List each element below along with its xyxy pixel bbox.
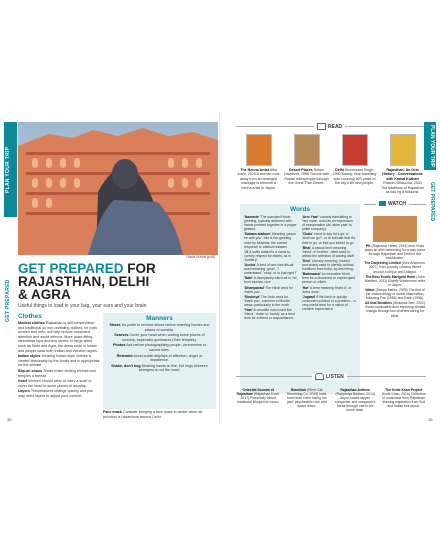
word-item: 'Bhai' A casual term meaning 'friend' or 'brother', often used to attract the attention of waiting staff. bbox=[302, 245, 355, 258]
hawa-mahal-photo bbox=[18, 122, 218, 255]
side-tab-label: PLAN YOUR TRIP bbox=[5, 146, 11, 193]
book-cover bbox=[342, 134, 368, 166]
clothes-item: Indian styles Wearing Indian-style clothes is viewed favourably by the locals and is appropriate for the climate. bbox=[18, 354, 100, 368]
word-item: 'Dhanyawad' The Hindi word for 'thank you'. bbox=[244, 285, 294, 294]
page-title bbox=[18, 262, 220, 301]
manners-item: Restraint Avoid public displays of affection, anger or impatience. bbox=[116, 353, 203, 363]
manners-title: Manners bbox=[146, 315, 173, 322]
book-list bbox=[236, 134, 424, 194]
watch-section bbox=[364, 201, 426, 319]
subheading: Useful things to load in your bag, your ears and your brain bbox=[18, 303, 147, 309]
clothes-item: Scarf Women should wear or carry a scarf to cover the head in some places of worship. bbox=[18, 379, 92, 388]
word-item: 'Badmaash' An evocative Hindi term for a dishonest or unprincipled person or villain. bbox=[302, 272, 356, 285]
title-accent: GET PREPARED bbox=[18, 261, 124, 276]
word-item: 'Shukriya' The Urdu word for 'thank you', common in Muslim areas, particularly in the north. bbox=[244, 294, 291, 307]
book-cover bbox=[294, 134, 320, 166]
film-still bbox=[373, 216, 417, 242]
film-item: Water (Deepa Mehta, 2005) The first of the classic trilogy of social observation, following Fire (1996) and Earth (1998). bbox=[365, 287, 425, 301]
page-number: 31 bbox=[428, 417, 433, 422]
manners-box bbox=[103, 313, 216, 409]
clothes-section bbox=[18, 313, 100, 400]
manners-item: Photos Ask before photographing people, ceremonies or sacred sites. bbox=[112, 343, 207, 352]
word-item: 'Yaar' A versatile word used like 'friend', 'mate' or 'buddy' as a fond term for a friend or acquaintance. bbox=[244, 307, 295, 321]
album-item: Celestial Sounds of Rajasthan (Rajasthan Dosti, 2017) Powerfully varied traditional Bhopa folk music. bbox=[236, 388, 280, 405]
clothes-item: Slip-on shoes These make visiting shrines and temples a breeze. bbox=[18, 368, 96, 378]
facemask-note: Face mask Consider bringing a face mask in winter when air pollution is hazardous around Delhi. bbox=[103, 410, 203, 419]
right-page bbox=[222, 112, 436, 424]
word-item: 'Chalo' Used to say 'let's go' or 'shall we go?', or to indicate that it's time to go, or that you intend to go. bbox=[302, 232, 356, 245]
watch-label: WATCH bbox=[388, 201, 406, 207]
book-item: The Henna Artist Alka Joshi; 2020 A woman runs away from an arranged marriage to become a henna artist in Jaipur. bbox=[236, 134, 281, 190]
manners-item: Shoes It's polite to remove shoes before entering homes and places of worship. bbox=[109, 323, 210, 332]
title-line-3: & AGRA bbox=[18, 287, 71, 302]
listen-header bbox=[236, 373, 426, 385]
clothes-item: Modest clothes Rajasthan is still conservative and traditional so non-revealing clothes, for both women and men, will help reduce unwanted attention and avoid offence. More close-fitting sleeveless tops and tiny shorts. In large cities such as Delhi and Agra, the dress code is looser and people wear both Indian and Western styles. bbox=[18, 321, 98, 353]
word-item: 'Desi' Literally meaning 'country' and widely used to identify cultural traditions from India, eg desi bling. bbox=[302, 258, 354, 272]
film-item: The Best Exotic Marigold Hotel (John Madden, 2011) Elderly Westerners retire in Jaipur. bbox=[364, 274, 426, 287]
listen-list bbox=[236, 388, 426, 414]
words-box bbox=[240, 204, 360, 394]
page-number: 30 bbox=[7, 417, 12, 422]
words-column-2 bbox=[302, 215, 356, 321]
clothes-item: Layers Temperatures change quickly and you may need layers to adjust your comfort. bbox=[18, 389, 93, 398]
film-item: All that Breathes (Shaunak Sen, 2022) Oscar-nominated docu exploring climate change through two brothers caring for birds. bbox=[364, 301, 426, 318]
word-item: 'Har' A term meaning 'that's it', or 'extra done'. bbox=[302, 285, 352, 294]
album-item: The Kutle Khan Project (Kutle Khan, 2016) Collection of musicians from Rajasthan drawing inspiration from Sufi and Indian folk music. bbox=[381, 388, 426, 409]
word-item: 'Namaste' The standard Hindu greeting, typically delivered with hands pressed together in a prayer gesture. bbox=[244, 215, 297, 232]
word-item: 'Nahi' A deceptively catch-all to 'no', from tourists; nice bbox=[244, 276, 299, 285]
watch-header bbox=[364, 201, 426, 213]
side-tab-label: PLAN YOUR TRIP bbox=[429, 124, 435, 168]
read-label: READ bbox=[328, 123, 343, 130]
album-item: Rajasthan Anthem (Rapperiya Baalam, 2014) Jaipur-based rapper, songwriter and composer's break through ode to his home state. bbox=[335, 388, 376, 413]
left-page bbox=[4, 112, 220, 424]
title-rest: FOR bbox=[127, 261, 156, 276]
manners-item: Scarves Cover your head when visiting some places of worship, especially gurdwaras (Sikh temples). bbox=[114, 333, 205, 342]
side-tab-section: GET PREPARED bbox=[429, 182, 435, 222]
manners-item: Shake, don't hug Shaking hands is fine, but hugs between strangers is not the norm. bbox=[111, 363, 208, 373]
words-title: Words bbox=[289, 206, 311, 213]
title-line-2: RAJASTHAN, DELHI bbox=[18, 274, 150, 289]
book-item: Delhi Khushwant Singh; 1990 Bawdy, time-travelling epic covering 600 years of the city's life and people. bbox=[332, 134, 377, 186]
side-tab-section: GET PREPARED bbox=[5, 279, 11, 322]
film-item: PK (Rajkumar Hirani, 2014) Amir Khan plays an alien searching for a way home through Rajasthan and Delhi in this blockbuster. bbox=[364, 244, 426, 261]
left-side-tab bbox=[4, 112, 17, 424]
word-item: 'Jugaad' A life hack or quickly concocted solution to a problem – a very useful term for a nation of creative improvisers! bbox=[302, 294, 356, 311]
word-item: 'Salaam alaikum' Meaning 'peace be with you', this is the greeting used by Muslims; the correct response is 'alaikum salaam'. bbox=[244, 232, 296, 249]
word-item: 'Arre Yaar' Loosely translating to 'hey mate', used as an expression of exasperation (as 'abbe yaar' is polite company). bbox=[302, 215, 354, 232]
listen-label: LISTEN bbox=[326, 373, 344, 380]
film-item: The Darjeeling Limited (Wes Anderson, 2007) Train-journey comedy filmed around Jodhpur and Udaipur. bbox=[364, 261, 426, 274]
book-item: Rajasthan: An Oral History - Conversations with Komal Kothari Rustom Bharucha; 2003 The traditions of Rajasthan as told by a folklorist. bbox=[380, 134, 425, 194]
book-icon bbox=[317, 123, 326, 130]
word-item: 'Ji' A suffix added to a name to convey respect for elders, as in 'Auntie-ji'. bbox=[244, 249, 291, 262]
book-item: Desert Places Robyn Davidson; 1996 Travels with Rabari tribespeople through the Great Thar Desert. bbox=[284, 134, 329, 186]
album-item: Bismillah (Peter Cat Recording Co, 2019) Indie band from Delhi fusing hot jazz, psychedelic rock and space disco. bbox=[286, 388, 327, 409]
book-cover bbox=[246, 134, 272, 166]
screen-icon bbox=[379, 201, 386, 206]
book-cover bbox=[390, 134, 416, 166]
words-column-1 bbox=[244, 215, 298, 321]
clothes-title: Clothes bbox=[18, 313, 42, 320]
headphones-icon bbox=[315, 373, 324, 380]
photo-caption: Hawa Mahal (p48) bbox=[186, 255, 215, 259]
word-item: 'Accha' A kind of one-size-fits-all word meaning 'good', 'I understand', 'okay' or 'is that right?' bbox=[244, 263, 297, 276]
